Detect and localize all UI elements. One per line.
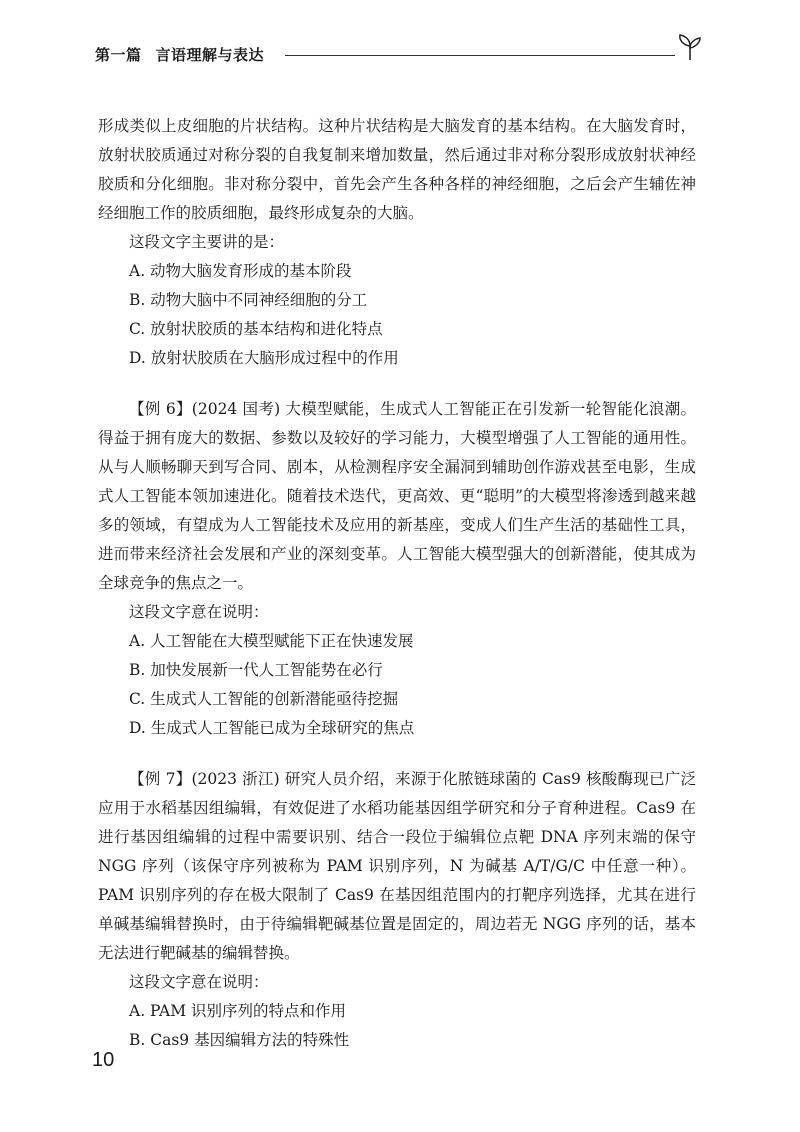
example-7-question: 这段文字意在说明： <box>129 973 269 991</box>
example-6 <box>98 395 696 743</box>
example-6-option-d: D. 生成式人工智能已成为全球研究的焦点 <box>129 719 415 737</box>
example-7 <box>98 765 696 1055</box>
question-block-previous <box>98 112 696 373</box>
option-a: A. 动物大脑发育形成的基本阶段 <box>129 262 352 280</box>
example-6-question: 这段文字意在说明： <box>129 603 269 621</box>
header-rule <box>285 55 675 56</box>
example-7-option-b: B. Cas9 基因编辑方法的特殊性 <box>129 1031 350 1049</box>
option-c: C. 放射状胶质的基本结构和进化特点 <box>129 320 383 338</box>
option-d: D. 放射状胶质在大脑形成过程中的作用 <box>129 349 399 367</box>
example-7-passage: 【例 7】(2023 浙江) 研究人员介绍，来源于化脓链球菌的 Cas9 核酸酶现已广泛应用于水稻基因组编辑，有效促进了水稻功能基因组学研究和分子育种进程。Cas9 在进行基因组编辑的过程中需要识别、结合一段位于编辑位点靶 DNA 序列末端的保守 NGG 序列（该保守序列被称为 PAM 识别序列，N 为碱基 A/T/G/C 中任意一种）。PAM 识别序列的存在极大限制了 Cas9 在基因组范围内的打靶序列选择，尤其在进行单碱基编辑替换时，由于待编辑靶碱基位置是固定的，周边若无 NGG 序列的话，基本无法进行靶碱基的编辑替换。 <box>98 770 696 962</box>
example-7-option-a: A. PAM 识别序列的特点和作用 <box>129 1002 347 1020</box>
example-6-passage: 【例 6】(2024 国考) 大模型赋能，生成式人工智能正在引发新一轮智能化浪潮。得益于拥有庞大的数据、参数以及较好的学习能力，大模型增强了人工智能的通用性。从与人顺畅聊天到写合同、剧本，从检测程序安全漏洞到辅助创作游戏甚至电影，生成式人工智能本领加速进化。随着技术迭代，更高效、更“聪明”的大模型将渗透到越来越多的领域，有望成为人工智能技术及应用的新基座，变成人们生产生活的基础性工具，进而带来经济社会发展和产业的深刻变革。人工智能大模型强大的创新潜能，使其成为全球竞争的焦点之一。 <box>98 400 696 592</box>
passage-continued: 形成类似上皮细胞的片状结构。这种片状结构是大脑发育的基本结构。在大脑发育时，放射状胶质通过对称分裂的自我复制来增加数量，然后通过非对称分裂形成放射状神经胶质和分化细胞。非对称分裂中，首先会产生各种各样的神经细胞，之后会产生辅佐神经细胞工作的胶质细胞，最终形成复杂的大脑。 <box>98 117 696 222</box>
option-b: B. 动物大脑中不同神经细胞的分工 <box>129 291 368 309</box>
question-prompt: 这段文字主要讲的是： <box>129 233 285 251</box>
example-6-option-c: C. 生成式人工智能的创新潜能亟待挖掘 <box>129 690 399 708</box>
sprout-icon <box>675 32 705 62</box>
header-part: 第一篇 <box>95 46 142 64</box>
header-section: 言语理解与表达 <box>155 46 265 64</box>
page-content <box>98 112 696 1055</box>
example-6-option-b: B. 加快发展新一代人工智能势在必行 <box>129 661 383 679</box>
running-header <box>95 40 705 70</box>
page-number: 10 <box>92 1049 115 1071</box>
header-title <box>95 44 264 65</box>
example-6-option-a: A. 人工智能在大模型赋能下正在快速发展 <box>129 632 414 650</box>
